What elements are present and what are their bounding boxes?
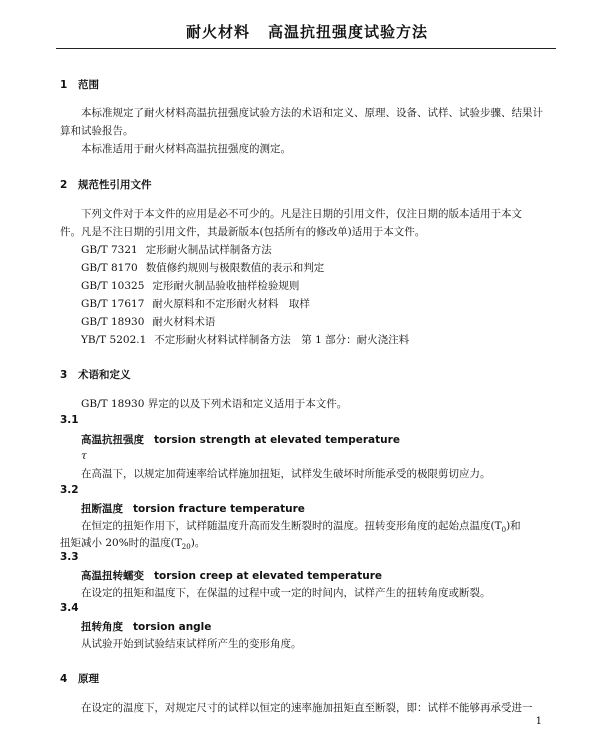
term-heading: 高温抗扭强度 torsion strength at elevated temperature xyxy=(81,434,400,446)
reference-item: GB/T 17617 耐火原料和不定形耐火材料 取样 xyxy=(81,298,310,310)
section-2-para-line-2: 件。凡是不注日期的引用文件，其最新版本(包括所有的修改单)适用于本文件。 xyxy=(60,226,426,238)
term-number: 3.4 xyxy=(60,602,79,614)
term-number: 3.2 xyxy=(60,484,79,496)
term-definition-line-2: 扭矩减小 20%时的温度$(T_{20})$。 xyxy=(60,537,206,552)
term-symbol: τ xyxy=(81,450,87,462)
term-heading: 扭断温度 torsion fracture temperature xyxy=(81,503,305,515)
section-2-para-line-1: 下列文件对于本文件的应用是必不可少的。凡是注日期的引用文件，仅注日期的版本适用于本文 xyxy=(81,208,522,220)
term-heading: 高温扭转蠕变 torsion creep at elevated temperature xyxy=(81,570,383,582)
title-part2: 高温抗扭强度试验方法 xyxy=(268,23,429,41)
section-1-para-1-line-1: 本标准规定了耐火材料高温抗扭强度试验方法的术语和定义、原理、设备、试样、试验步骤、结果计 xyxy=(81,107,543,119)
page-number: 1 xyxy=(535,716,542,727)
reference-item: GB/T 18930 耐火材料术语 xyxy=(81,316,216,328)
term-definition: 从试验开始到试验结束试样所产生的变形角度。 xyxy=(81,638,302,650)
term-number: 3.1 xyxy=(60,414,79,426)
reference-item: GB/T 10325 定形耐火制品验收抽样检验规则 xyxy=(81,280,300,292)
term-number: 3.3 xyxy=(60,551,79,563)
title-rule xyxy=(56,48,556,49)
section-3-heading: 3 术语和定义 xyxy=(60,369,131,381)
section-4-para: 在设定的温度下，对规定尺寸的试样以恒定的速率施加扭矩直至断裂，即：试样不能够再承受进一 xyxy=(81,702,533,714)
section-2-heading: 2 规范性引用文件 xyxy=(60,179,152,191)
term-definition-line-1: 在恒定的扭矩作用下，试样随温度升高而发生断裂时的温度。扭转变形角度的起始点温度$(T_0)$和 xyxy=(81,520,521,535)
term-definition: 在高温下，以规定加荷速率给试样施加扭矩，试样发生破坏时所能承受的极限剪切应力。 xyxy=(81,468,491,480)
section-1-heading: 1 范围 xyxy=(60,79,99,91)
reference-item: GB/T 7321 定形耐火制品试样制备方法 xyxy=(81,244,272,256)
document-title xyxy=(0,21,614,42)
section-3-intro: GB/T 18930 界定的以及下列术语和定义适用于本文件。 xyxy=(81,398,348,410)
term-heading: 扭转角度 torsion angle xyxy=(81,621,212,633)
title-part1: 耐火材料 xyxy=(185,23,250,41)
reference-item: YB/T 5202.1 不定形耐火材料试样制备方法 第 1 部分：耐火浇注料 xyxy=(81,334,410,346)
term-definition: 在设定的扭矩和温度下，在保温的过程中或一定的时间内，试样产生的扭转角度或断裂。 xyxy=(81,587,491,599)
section-1-para-1-line-2: 算和试验报告。 xyxy=(60,125,134,137)
reference-item: GB/T 8170 数值修约规则与极限数值的表示和判定 xyxy=(81,262,325,274)
section-1-para-2: 本标准适用于耐火材料高温抗扭强度的测定。 xyxy=(81,143,291,155)
section-4-heading: 4 原理 xyxy=(60,673,99,685)
